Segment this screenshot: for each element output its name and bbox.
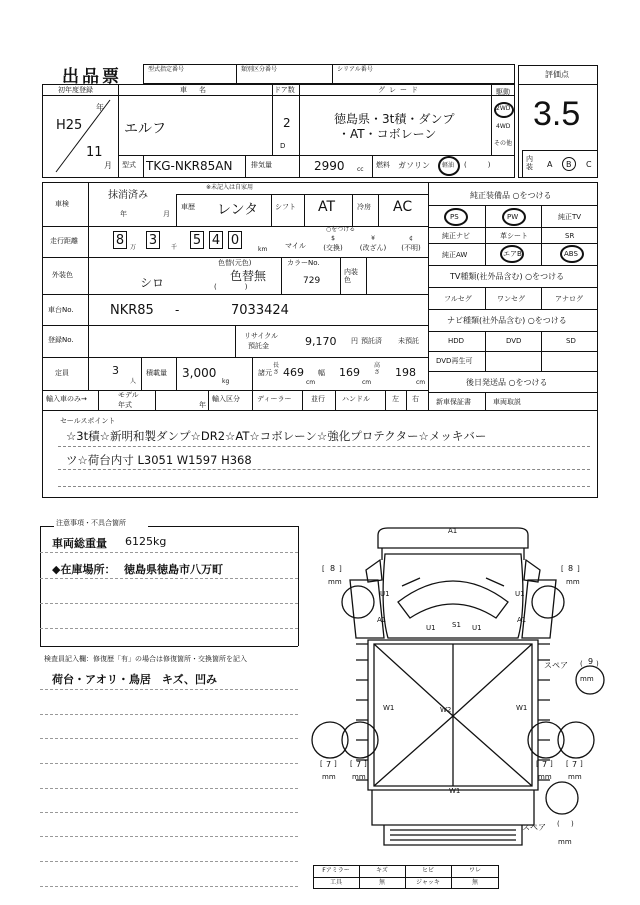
diag-u1-left-door: U1	[380, 590, 390, 598]
document-title: 出品票	[62, 67, 122, 87]
diag-u1-right-door: U1	[515, 590, 525, 598]
mileage-sen: 千	[171, 244, 178, 251]
tire-rr1-mm: mm	[538, 773, 552, 781]
grade-line1: 徳島県・3t積・ダンプ	[334, 112, 455, 126]
interior-b: B	[566, 160, 572, 169]
navi-type-title: ナビ種類(社外品含む) ○をつける	[447, 316, 567, 325]
disp-value: 2990	[314, 159, 345, 173]
later-manual: 車両取説	[493, 398, 521, 406]
diag-a1-right: A1	[517, 616, 527, 624]
color-code: 729	[303, 276, 321, 286]
recycle-value: 9,170	[305, 335, 337, 348]
model-value: TKG-NKR85AN	[146, 159, 233, 173]
wid-value: 169	[339, 366, 360, 379]
drive-other: その他	[494, 140, 513, 147]
sales-line-2: ツ☆荷台内寸 L3051 W1597 H368	[66, 453, 252, 467]
tire-fr-open: [	[561, 565, 564, 573]
car-name-label: 車名	[180, 86, 218, 94]
legend-h-value: ジャッキ	[416, 879, 440, 886]
grade-col-label: グレード	[378, 86, 422, 94]
inspection-note: ※未記入は自家用	[206, 184, 254, 191]
sales-label: セールスポイント	[60, 417, 116, 425]
cap-label: 定員	[55, 369, 69, 377]
spare-label-1: スペア	[544, 661, 568, 670]
load-label: 積載量	[146, 369, 167, 377]
diag-w1-right: W1	[516, 704, 528, 712]
fuel-label: 燃料	[376, 161, 390, 169]
mileage-digit-1: 8	[113, 231, 127, 249]
cap-value: 3	[112, 364, 119, 377]
drive-2wd: 2WD	[496, 105, 511, 112]
equip-tv: 純正TV	[558, 213, 582, 221]
equip-pw: PW	[507, 213, 519, 221]
first-reg-era: H25	[56, 118, 83, 133]
disp-label: 排気量	[251, 161, 272, 169]
inspector-note: 荷台・アオリ・鳥居 キズ、凹み	[52, 673, 217, 686]
spec-label: 諸元	[258, 369, 272, 377]
recycle-label1: リサイクル	[244, 332, 279, 340]
equip-leather: 革シート	[500, 232, 528, 240]
interior-c: C	[586, 160, 592, 169]
equip-aw: 純正AW	[442, 251, 468, 259]
mileage-opt3: ¢	[409, 235, 413, 242]
equip-navi: 純正ナビ	[442, 232, 470, 240]
inspection-status: 抹消済み	[108, 190, 148, 201]
spare-2-close: )	[571, 820, 574, 828]
color-code-label: カラーNo.	[287, 259, 320, 267]
tire-rr2-open: [	[566, 760, 569, 768]
color-orig-value: 色替無	[230, 269, 267, 283]
mileage-digit-2: 3	[146, 231, 160, 249]
equip-ps: PS	[450, 213, 459, 221]
equip-title: 純正装備品 ○をつける	[470, 191, 552, 200]
history-value: レンタ	[217, 202, 259, 218]
shift-value: AT	[318, 199, 336, 215]
tire-fr-close: ]	[577, 565, 580, 573]
spare-label-2: スペア	[522, 823, 546, 832]
ac-label: 冷房	[357, 203, 371, 211]
mileage-man: 万	[130, 244, 137, 251]
recycle-unit: 円	[351, 337, 358, 345]
diag-a1-left: A1	[377, 616, 387, 624]
eval-score: 3.5	[533, 95, 581, 133]
drive-4wd: 4WD	[496, 123, 511, 130]
year-unit: 年	[96, 103, 104, 112]
color-orig-label: 色替(元色)	[218, 259, 252, 267]
diag-u1-right: U1	[472, 624, 482, 632]
equip-airbag: エアB	[503, 250, 522, 258]
tire-rr1-close: ]	[550, 760, 553, 768]
kata-label: 型式指定番号	[148, 66, 185, 73]
legend-k-value: 無	[378, 879, 385, 886]
inspection-label: 車検	[55, 200, 69, 208]
model-label: 型式	[122, 161, 136, 169]
navi-dvd: DVD	[506, 337, 522, 345]
reg-label: 登録No.	[48, 336, 74, 344]
chassis-dash: -	[175, 303, 180, 317]
tire-fl: 8	[330, 564, 336, 573]
grade-line2: ・AT・コボレーン	[338, 127, 437, 141]
diag-s1: S1	[452, 621, 461, 629]
inspector-label: 検査員記入欄：修復歴「有」の場合は修復箇所・交換箇所を記入	[44, 655, 247, 663]
fuel-other: ( )	[464, 161, 491, 169]
gvw-value: 6125kg	[125, 535, 167, 548]
color-orig-paren: ( )	[214, 283, 248, 291]
mileage-digit-3: 5	[190, 231, 204, 249]
len-unit: cm	[306, 379, 316, 386]
import-type-label: 輸入区分	[212, 395, 240, 403]
cap-unit: 人	[130, 378, 137, 385]
mileage-digit-4: 4	[209, 231, 223, 249]
history-label: 車歴	[181, 203, 195, 211]
tire-rl1-open: [	[320, 760, 323, 768]
interior-a: A	[547, 160, 553, 169]
interior-label: 内装	[526, 155, 533, 172]
import-left: 左	[392, 395, 399, 403]
tv-fullseg: フルセグ	[444, 295, 472, 303]
diag-w2: W2	[440, 706, 452, 714]
mileage-label: 走行距離	[50, 237, 78, 245]
eval-label: 評価点	[545, 70, 569, 79]
wid-unit: cm	[362, 379, 372, 386]
tire-rl1-close: ]	[334, 760, 337, 768]
chassis-label: 車台No.	[48, 306, 74, 314]
tire-rl1: 7	[326, 760, 332, 769]
serial-label: シリアル番号	[337, 66, 373, 73]
spare-1-mm: mm	[580, 675, 594, 683]
equip-abs: ABS	[564, 250, 578, 258]
spare-1-close: )	[596, 660, 599, 668]
load-value: 3,000	[182, 366, 217, 380]
import-right: 右	[412, 395, 419, 403]
later-title: 後日発送品 ○をつける	[466, 378, 548, 387]
truck-diagram	[310, 520, 620, 860]
drive-label: 駆動	[496, 88, 510, 96]
mileage-opt2b: (改ざん)	[359, 244, 387, 252]
tire-rl2-close: ]	[364, 760, 367, 768]
load-unit: kg	[222, 378, 230, 385]
doors-unit: D	[280, 142, 286, 150]
color-label: 外装色	[52, 271, 73, 279]
len-value: 469	[283, 366, 304, 379]
mileage-opt2: ¥	[371, 235, 375, 242]
fuel-light: 軽油	[442, 162, 455, 169]
legend-f: Fアミラー	[322, 867, 350, 874]
navi-sd: SD	[566, 337, 576, 345]
first-reg-month: 11	[86, 145, 103, 160]
mileage-digit-5: 0	[228, 231, 242, 249]
tire-rr2-mm: mm	[568, 773, 582, 781]
shift-label: シフト	[275, 203, 296, 211]
import-label: 輸入車のみ→	[46, 395, 87, 403]
inspection-year: 年	[120, 210, 127, 218]
legend-w: ワレ	[468, 867, 481, 874]
tv-type-title: TV種類(社外品含む) ○をつける	[450, 272, 565, 281]
navi-dvd-play: DVD再生可	[436, 357, 473, 365]
legend-w-value: 無	[471, 879, 478, 886]
mileage-opt1: $	[331, 235, 335, 242]
import-parallel: 並行	[311, 395, 325, 403]
hei-value: 198	[395, 366, 416, 379]
tire-rl2-mm: mm	[352, 773, 366, 781]
legend-k: キズ	[376, 867, 388, 874]
car-name: エルフ	[124, 121, 166, 137]
legend-f-value: 工具	[329, 879, 342, 886]
import-dealer: ディーラー	[257, 395, 292, 403]
inspection-month: 月	[163, 210, 170, 218]
chassis-prefix: NKR85	[110, 303, 154, 318]
mileage-opt1b: (交換)	[323, 244, 343, 252]
fuel-gasoline: ガソリン	[398, 161, 430, 170]
tv-analog: アナログ	[555, 295, 583, 303]
later-warranty: 新車保証書	[436, 398, 471, 406]
diag-w1-left: W1	[383, 704, 395, 712]
diag-w1-bottom: W1	[449, 787, 461, 795]
ruibetsu-label: 類別区分番号	[241, 66, 278, 73]
spare-1-open: (	[580, 660, 583, 668]
mileage-unit-label: マイル	[285, 242, 306, 250]
hei-label: 高さ	[374, 362, 381, 376]
tire-rr2-close: ]	[580, 760, 583, 768]
color-value: シロ	[140, 276, 165, 290]
legend-h: ヒビ	[421, 867, 434, 874]
deposit-not: 未預託	[398, 337, 419, 345]
tire-fr-mm: mm	[566, 578, 580, 586]
tire-rr1-open: [	[536, 760, 539, 768]
chassis-number: 7033424	[231, 303, 289, 318]
tire-fr: 8	[568, 564, 574, 573]
recycle-label2: 預託金	[248, 342, 269, 350]
color-int-label: 内装色	[344, 268, 358, 285]
location-value: 徳島県徳島市八万町	[124, 563, 223, 576]
mileage-km: km	[258, 246, 268, 253]
equip-sr: SR	[565, 232, 575, 240]
navi-hdd: HDD	[448, 337, 465, 345]
tire-rl2-open: [	[350, 760, 353, 768]
import-year: 年	[199, 401, 206, 409]
tire-fl-open: [	[322, 565, 325, 573]
len-label: 長さ	[273, 362, 280, 376]
tv-oneseg: ワンセグ	[497, 295, 525, 303]
spare-2-mm: mm	[558, 838, 572, 846]
mileage-opt3b: (不明)	[401, 244, 421, 252]
hei-unit: cm	[416, 379, 426, 386]
location-label: ◆在庫場所：	[52, 563, 116, 576]
spare-1: 9	[588, 657, 594, 666]
import-model-year: 年式	[118, 401, 132, 409]
import-model-label: モデル	[118, 391, 139, 399]
header-code-row	[143, 64, 515, 84]
deposit-done: 預託済	[361, 337, 382, 345]
spare-2-open: (	[557, 820, 560, 828]
tire-rl1-mm: mm	[322, 773, 336, 781]
tire-rl2: 7	[356, 760, 362, 769]
diag-a1-top: A1	[448, 527, 458, 535]
tire-rr1: 7	[542, 760, 548, 769]
tire-fl-mm: mm	[328, 578, 342, 586]
month-unit: 月	[104, 161, 112, 170]
wid-label: 幅	[318, 369, 325, 377]
ac-value: AC	[393, 199, 413, 215]
diag-u1-left: U1	[426, 624, 436, 632]
mileage-circle-note: ○をつける	[326, 226, 356, 233]
import-handle: ハンドル	[342, 395, 370, 403]
first-reg-label: 初年度登録	[58, 86, 93, 94]
doors-value: 2	[283, 116, 291, 130]
sales-line-1: ☆3t積☆新明和製ダンプ☆DR2☆AT☆コボレーン☆強化プロテクター☆メッキバー	[66, 429, 487, 443]
gvw-label: 車両総重量	[52, 537, 107, 550]
tire-rr2: 7	[572, 760, 578, 769]
disp-unit: cc	[357, 166, 364, 173]
tire-fl-close: ]	[339, 565, 342, 573]
doors-label: ドア数	[274, 86, 295, 94]
notes-label: 注意事項・不具合箇所	[56, 519, 126, 527]
